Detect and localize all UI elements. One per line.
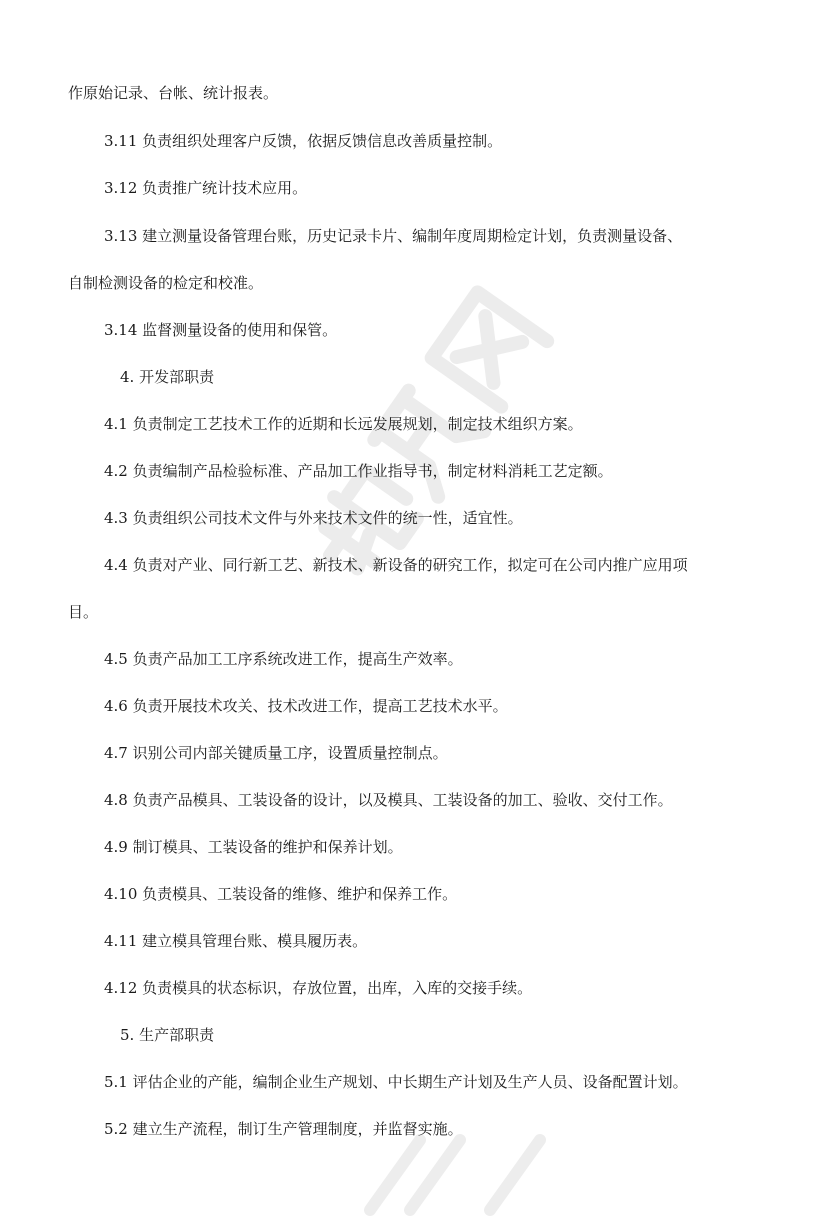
section-heading-development: 4. 开发部职责 [120, 368, 215, 386]
clause-4-5: 4.5 负责产品加工工序系统改进工作，提高生产效率。 [104, 650, 463, 668]
clause-4-1: 4.1 负责制定工艺技术工作的近期和长远发展规划，制定技术组织方案。 [104, 415, 583, 433]
clause-4-10: 4.10 负责模具、工装设备的维修、维护和保养工作。 [104, 885, 458, 903]
clause-4-3: 4.3 负责组织公司技术文件与外来技术文件的统一性，适宜性。 [104, 509, 523, 527]
clause-3-14: 3.14 监督测量设备的使用和保管。 [104, 321, 338, 339]
clause-5-1: 5.1 评估企业的产能，编制企业生产规划、中长期生产计划及生产人员、设备配置计划。 [104, 1073, 688, 1091]
clause-4-8: 4.8 负责产品模具、工装设备的设计，以及模具、工装设备的加工、验收、交付工作。 [104, 791, 673, 809]
clause-4-4: 4.4 负责对产业、同行新工艺、新技术、新设备的研究工作，拟定可在公司内推广应用项 [104, 556, 688, 574]
clause-3-13: 3.13 建立测量设备管理台账，历史记录卡片、编制年度周期检定计划，负责测量设备、 [104, 227, 683, 245]
clause-5-2: 5.2 建立生产流程，制订生产管理制度，并监督实施。 [104, 1120, 463, 1138]
clause-3-11: 3.11 负责组织处理客户反馈，依据反馈信息改善质量控制。 [104, 132, 503, 150]
clause-4-6: 4.6 负责开展技术攻关、技术改进工作，提高工艺技术水平。 [104, 697, 508, 715]
section-heading-production: 5. 生产部职责 [120, 1026, 215, 1044]
clause-4-2: 4.2 负责编制产品检验标准、产品加工作业指导书，制定材料消耗工艺定额。 [104, 462, 613, 480]
clause-3-12: 3.12 负责推广统计技术应用。 [104, 179, 308, 197]
clause-4-4-continuation: 目。 [68, 603, 99, 621]
clause-4-7: 4.7 识别公司内部关键质量工序，设置质量控制点。 [104, 744, 448, 762]
text-line-continuation: 作原始记录、台帐、统计报表。 [68, 84, 279, 102]
clause-3-13-continuation: 自制检测设备的检定和校准。 [68, 274, 264, 292]
clause-4-9: 4.9 制订模具、工装设备的维护和保养计划。 [104, 838, 403, 856]
clause-4-12: 4.12 负责模具的状态标识，存放位置，出库，入库的交接手续。 [104, 979, 533, 997]
clause-4-11: 4.11 建立模具管理台账、模具履历表。 [104, 932, 368, 950]
